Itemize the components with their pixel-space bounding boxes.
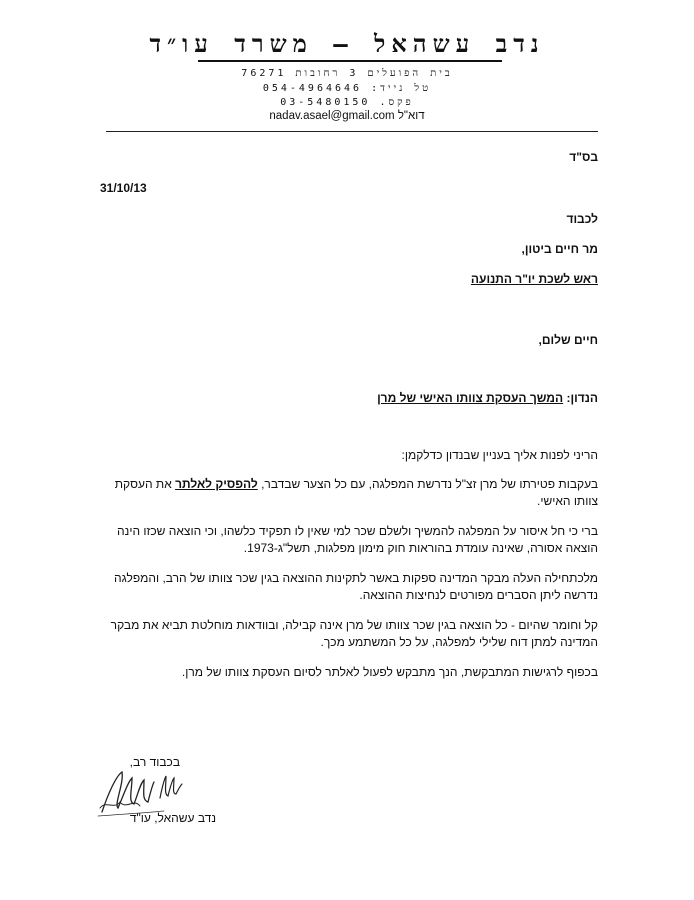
email-label: דוא"ל: [397, 110, 425, 122]
letterhead-fax: פקס. 03-5480150: [280, 97, 414, 108]
recipient-salutation: לכבוד: [566, 212, 598, 226]
body-paragraph-4: מלכתחילה העלה מבקר המדינה ספקות באשר לתקינות ההוצאה בגין שכר צוותו של הרב, והמפלגה נדרשה ליתן הסברים מפורטים לנחיצות ההוצאה.: [114, 571, 598, 602]
p2-emphasis: להפסיק לאלתר: [175, 477, 258, 491]
header-mark: בס"ד: [569, 150, 598, 164]
subject-text: המשך העסקת צוותו האישי של מרן: [377, 391, 564, 405]
body-paragraph-1: הריני לפנות אליך בעניין שבנדון כדלקמן:: [401, 448, 598, 462]
body-paragraph-2: [98, 476, 598, 510]
body-paragraph-6: בכפוף לרגישות המתבקשת, הנך מתבקש לפעול לאלתר לסיום העסקת צוותו של מרן.: [181, 665, 598, 679]
subject-line: [377, 391, 598, 405]
header-divider: [106, 131, 598, 132]
subject-label: הנדון:: [566, 391, 598, 405]
letterhead-title: נדב עשהאל – משרד עו״ד: [149, 30, 545, 58]
letterhead-mobile: טל נייד: 054-4964646: [262, 83, 432, 94]
body-paragraph-5: קל וחומר שהיום - כל הוצאה בגין שכר צוותו של מרן אינה קבילה, ובוודאות מוחלטת תביא את מבקר המדינה למתן דוח שלילי למפלגה, על כל המשתמע מכך.: [110, 618, 598, 649]
signer-name: נדב עשהאל, עו"ד: [129, 811, 216, 825]
greeting: חיים שלום,: [538, 333, 598, 347]
recipient-name: מר חיים ביטון,: [521, 242, 598, 256]
recipient-title: ראש לשכת יו"ר התנועה: [470, 272, 598, 286]
letter-date: 31/10/13: [100, 181, 147, 195]
email-address: nadav.asael@gmail.com: [269, 110, 395, 122]
p2-text-b: את העסקת צוותו האישי.: [114, 477, 598, 508]
title-underline: [198, 60, 502, 62]
letterhead-email-line: [0, 109, 694, 124]
p2-text-a: בעקבות פטירתו של מרן זצ"ל נדרשת המפלגה, עם כל הצער שבדבר,: [257, 477, 598, 491]
closing: בכבוד רב,: [129, 755, 180, 769]
body-paragraph-3: ברי כי חל איסור על המפלגה להמשיך ולשלם שכר למי שאין לו תפקיד כלשהו, וכי הוצאה שכזו הינה הוצאה אסורה, שאינה עומדת בהוראות חוק מימון מפלגות, תשל"ג-1973.: [117, 524, 598, 555]
letterhead-address: בית הפועלים 3 רחובות 76271: [241, 68, 453, 79]
